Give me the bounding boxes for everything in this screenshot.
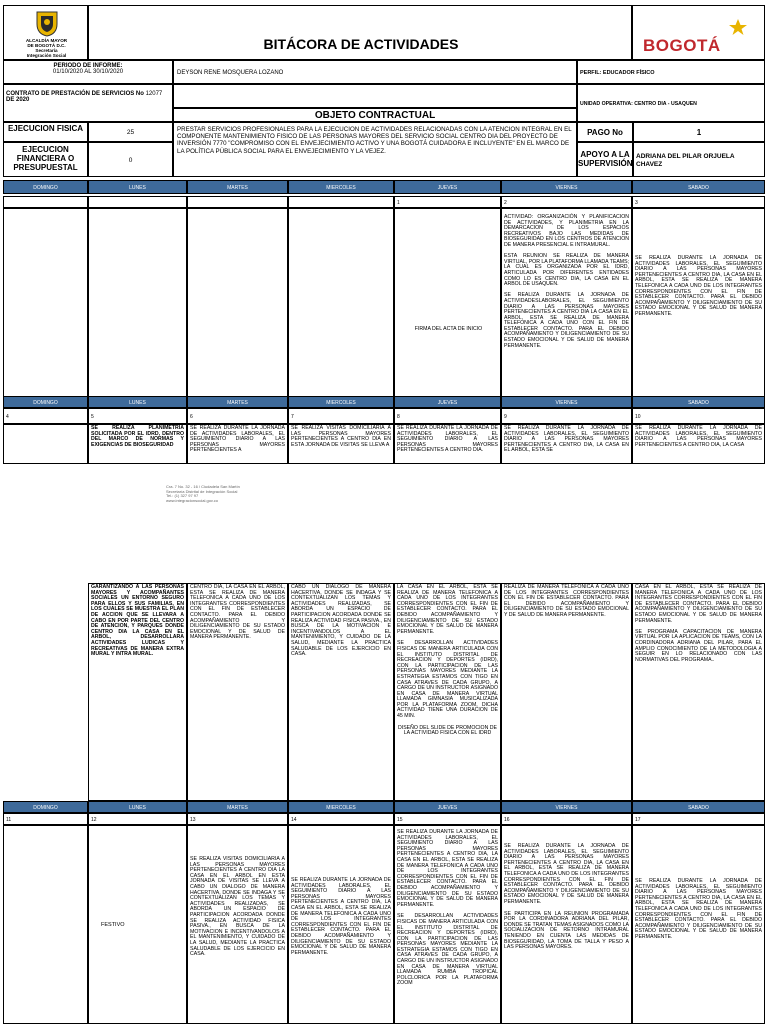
day-header-lunes: LUNES bbox=[88, 180, 187, 194]
week1-viernes bbox=[501, 208, 632, 404]
day-header-sabado: SABADO bbox=[632, 801, 765, 813]
day-header-jueves: JUEVES bbox=[394, 396, 501, 408]
contrato-label: CONTRATO DE PRESTACIÓN DE SERVICIOS No bbox=[6, 91, 144, 97]
day-number: 14 bbox=[288, 813, 394, 825]
perfil-cell bbox=[577, 60, 765, 84]
ejec-fin-label: EJECUCION FINANCIERA O PRESUPUESTAL bbox=[13, 145, 78, 172]
week3-domingo bbox=[3, 825, 88, 1024]
week2-domingo bbox=[3, 424, 88, 464]
ejec-fisica-value-cell bbox=[88, 122, 173, 142]
day-number: 16 bbox=[501, 813, 632, 825]
week2-jueves bbox=[394, 424, 501, 464]
right-logo-box bbox=[632, 5, 765, 60]
day-number bbox=[187, 196, 288, 208]
day-header-viernes: VIERNES bbox=[501, 180, 632, 194]
contrato-blank bbox=[173, 84, 577, 108]
week2-sabado bbox=[632, 424, 765, 464]
week1-martes bbox=[187, 208, 288, 404]
cont-lunes-text: GARANTIZANDO A LAS PERSONAS MAYORES Y ACOMPAÑANTES SOCIALES UN ENTORNO SEGURO PARA ELLOS Y SUS FAMILIAS, EN LOS CUALES SE MUESTRA EL PLAN DE ACCION QUE SE LLEVARA A CABO EN POR PARTE DEL CENTRO DE ATENCION, Y PARQUES DONDE CENTRO DIA LA CASA EN EL ARBOL, DESARROLLARA ACTIVIDADES LUDICAS Y RECREATIVAS DE MANERA EXTRA MURAL Y INTRA MURAL. bbox=[91, 584, 184, 658]
day-header-viernes: VIERNES bbox=[501, 396, 632, 408]
week2-martes-text: SE REALIZA DURANTE LA JORNADA DE ACTIVIDADES LABORALES, EL SEGUIMIENTO DIARIO A LAS PERSONAS MAYORES PERTENECIENTES A bbox=[190, 425, 285, 454]
day-number bbox=[3, 196, 88, 208]
day-header-domingo: DOMINGO bbox=[3, 801, 88, 813]
nombre-cell bbox=[173, 60, 577, 84]
cont-martes-text: CENTRO DIA, LA CASA EN EL ARBOL, ESTA SE REALIZA DE MANERA TELEFONICA A CADA UNO DE LOS INTEGRANTES CORRESPONDIENTES CON EL FIN DE ESTABLECER CONTACTO. PARA EL DEBIDO ACOMPAÑAMIENTO Y DILIGENCIAMIENTO DE SU ESTADO EMOCIONAL Y DE SALUD DE MANERA PERMANENTE. bbox=[190, 584, 285, 641]
day-header-sabado: SABADO bbox=[632, 180, 765, 194]
cont-viernes bbox=[501, 583, 632, 801]
contrato-year: DE 2020 bbox=[6, 97, 30, 103]
cont-sabado bbox=[632, 583, 765, 801]
ejec-fisica-label-cell bbox=[3, 122, 88, 142]
week1-viernes-text: ACTIVIDAD: ORGANIZACIÓN Y PLANIFICACION DE ACTIVIDADES, Y PLANIMETRIA EN LA DEMARCACION DE LOS ESPACIOS RECREATIVOS BAJO LAS MEDIDAS DE BIOSEGURIDAD EN LOS CENTROS DE ATENCION DE MANERA PRESENCIAL E INTRAMURAL. ESTA REUNION SE REALIZA DE MANERA VIRTUAL, POR LA PLATAFORMA LLAMADA TEAMS; LA CUAL ES ORGANIZADA POR EL IDRD, ARTICULADA POR DIFERENTES ENTIDADES COMO LO ES CENTRO DIA, LA CASA EN EL ARBOL DE USAQUEN. SE REALIZA DURANTE LA JORNADA DE ACTIVIDADESLABORALES, EL SEGUIMIENTO DIARIO A LAS PERSONAS MAYORES PERTENECIENTES A CENTRO DIA LA CASA EN EL ARBOL, ESTA SE REALIZA DE MANERA TELEFONICA A CADA UNO CON EL FIN DE ESTABLECER CONTACTO. PARA EL DEBIDO ACOMPAÑAMIENTO Y DILIGENCIAMIENTO DE SU ESTADO EMOCIONAL Y DE SALUD DE MANERA PERMANENTE. bbox=[504, 214, 630, 349]
week1-jueves-text: FIRMA DEL ACTA DE INICIO bbox=[414, 326, 483, 332]
logo-line: DE BOGOTÁ D.C. bbox=[27, 43, 66, 48]
logo-line: ALCALDÍA MAYOR bbox=[25, 38, 68, 43]
periodo-value: 01/10/2020 AL 30/10/2020 bbox=[52, 69, 124, 75]
cont-jueves bbox=[394, 583, 501, 801]
page-2 bbox=[0, 583, 768, 1024]
week2-miercoles bbox=[288, 424, 394, 464]
page-separator bbox=[0, 540, 768, 583]
day-header-lunes: LUNES bbox=[88, 801, 187, 813]
ejec-fin-value-cell bbox=[88, 142, 173, 177]
day-number: 2 bbox=[501, 196, 632, 208]
week1-jueves bbox=[394, 208, 501, 404]
week3-lunes-text: FESTIVO bbox=[101, 922, 125, 928]
day-number: 6 bbox=[187, 408, 288, 424]
day-number: 10 bbox=[632, 408, 765, 424]
cont-viernes-text: REALIZA DE MANERA TELEFONICA A CADA UNO DE LOS INTEGRANTES CORRESPONDIENTES CON EL FIN DE ESTABLECER CONTACTO. PARA EL DEBIDO ACOMPAÑAMIENTO Y DILIGENCIAMIENTO DE SU ESTADO EMOCIONAL Y DE SALUD DE MANERA PERMANENTE. bbox=[504, 584, 629, 618]
ejec-fin-label-cell bbox=[3, 142, 88, 177]
page-title: BITÁCORA DE ACTIVIDADES bbox=[263, 36, 459, 52]
cont-miercoles bbox=[288, 583, 394, 801]
logo-line: Secretaría bbox=[35, 48, 58, 53]
star-icon bbox=[728, 18, 748, 36]
periodo-label: PERIODO DE INFORME: bbox=[53, 63, 123, 69]
cont-jueves-text-a: LA CASA EN EL ARBOL, ESTA SE REALIZA DE MANERA TELEFONICA A CADA UNO DE LOS INTEGRANTES CORRESPONDIENTES CON EL FIN DE ESTABLECER CONTACTO. PARA EL DEBIDO ACOMPAÑAMIENTO Y DILIGENCIAMIENTO DE SU ESTADO EMOCIONAL Y DE SALUD DE MANERA PERMANENTE. bbox=[397, 584, 498, 635]
contrato-cell bbox=[3, 84, 173, 122]
apoyo-value-cell bbox=[633, 142, 765, 177]
day-number: 15 bbox=[394, 813, 501, 825]
week3-sabado bbox=[632, 825, 765, 1024]
day-number: 12 bbox=[88, 813, 187, 825]
week1-sabado-text: SE REALIZA DURANTE LA JORNADA DE ACTIVIDADES LABORALES, EL SEGUIMIENTO DIARIO A LAS PERSONAS MAYORES PERTENECIENTES A CENTRO DIA, LA CASA EN EL ARBOL, ESTA SE REALIZA DE MANERA TELEFONICA A CADA UNO DE LOS INTEGRANTES CORRESPONDIENTES CON EL FIN DE ESTABLECER CONTACTO. PARA EL DEBIDO ACOMPAÑAMIENTO Y DILIGENCIAMIENTO DE SU ESTADO EMOCIONAL Y DE SALUD DE MANERA PERMANENTE. bbox=[635, 255, 762, 317]
pago-value: 1 bbox=[696, 128, 702, 137]
cont-jueves-text-c: DISEÑO DEL SLIDE DE PROMOCION DE LA ACTIVIDAD FISICA CON EL IDRD bbox=[398, 724, 497, 737]
week3-miercoles-text: SE REALIZA DURANTE LA JORNADA DE ACTIVIDADES LABORALES, EL SEGUIMIENTO DIARIO A LAS PERSONAS MAYORES PERTENECIENTES A CENTRO DIA, LA CASA EN EL ARBOL, ESTA SE REALIZA DE MANERA TELEFONICA A CADA UNO DE LOS INTEGRANTES CORRESPONDIENTES CON EL FIN DE ESTABLECER CONTACTO. PARA EL DEBIDO ACOMPAÑAMIENTO Y DILIGENCIAMIENTO DE SU ESTADO EMOCIONAL Y DE SALUD DE MANERA PERMANENTE. bbox=[291, 877, 391, 956]
day-number bbox=[288, 196, 394, 208]
day-number: 13 bbox=[187, 813, 288, 825]
nombre-value: DEYSON RENE MOSQUERA LOZANO bbox=[177, 70, 284, 76]
pago-label: PAGO No bbox=[587, 128, 623, 137]
day-header-lunes: LUNES bbox=[88, 396, 187, 408]
day-header-viernes: VIERNES bbox=[501, 801, 632, 813]
day-number: 1 bbox=[394, 196, 501, 208]
week3-martes-text: SE REALIZA VISITAS DOMICILIARIA A LAS PERSONAS MAYORES PERTENECIENTES A CENTRO DIA LA CASA EN EL ARBOL EN ESTA JORNADA DE VISITAS SE LLEVA A CABO UN DIALOGO DE MANERA HACERTIVA, DONDE SE INDAGA Y SE CONTEXTUALIZAN LOS TEMAS Y ACTIVIDADES REALIZADAS, SE ABORDA UN ESPACIO DE PARTICIPACION ACORDADA DONDE SE REALIZA ACTIVIDAD FISICA PASIVA., EN BUSCA DE LA MOTIVACION E INCENTIVANDOLOS A EL MANTENIMIENTO, Y CUIDADO DE LA SALUD, MEDIANTE LA PRACTICA SALUDABLE DE LOS EJERCICIO EN CASA. bbox=[190, 856, 285, 958]
day-number: 4 bbox=[3, 408, 88, 424]
week2-viernes-text: SE REALIZA DURANTE LA JORNADA DE ACTIVIDADES LABORALES, EL SEGUIMIENTO DIARIO A LAS PERSONAS MAYORES PERTENECIENTES A CENTRO DIA, LA CASA EN EL ARBOL, ESTA SE bbox=[504, 425, 629, 454]
page-footer: Cra. 7 No. 32 - 16 / Ciudadela San Martín Secretaría Distrital de Integración Social Tel.: (1) 327 97 97 www.integracionsocial.gov.co bbox=[166, 484, 240, 503]
day-header-martes: MARTES bbox=[187, 396, 288, 408]
week3-lunes bbox=[88, 825, 187, 1024]
left-logo-text bbox=[4, 38, 89, 58]
left-logo-box bbox=[3, 5, 88, 60]
cont-martes bbox=[187, 583, 288, 801]
ejec-fisica-label: EJECUCION FISICA bbox=[7, 124, 84, 133]
logo-line: Integración Social bbox=[26, 53, 67, 58]
day-number: 8 bbox=[394, 408, 501, 424]
day-number bbox=[88, 196, 187, 208]
week3-jueves-text-a: SE REALIZA DURANTE LA JORNADA DE ACTIVIDADES LABORALES, EL SEGUIMIENTO DIARIO A LAS PERSONAS MAYORES PERTENECIENTES A CENTRO DIA, LA CASA EN EL ARBOL, ESTA SE REALIZA DE MANERA TELEFONICA A CADA UNO DE LOS INTEGRANTES CORRESPONDIENTES CON EL FIN DE ESTABLECER CONTACTO. PARA EL DEBIDO ACOMPAÑAMIENTO Y DILIGENCIAMIENTO DE SU ESTADO EMOCIONAL Y DE SALUD DE MANERA PERMANENTE. bbox=[397, 829, 498, 908]
week3-viernes bbox=[501, 825, 632, 1024]
objeto-text: PRESTAR SERVICIOS PROFESIONALES PARA LA EJECUCION DE ACTIVIDADES RELACIONADAS CON LA ATENCION INTEGRAL EN EL COMPONENTE MANTENIMIENTO FISICO DE LAS PERSONAS MAYORES DEL SERVICIO SOCIAL CENTRO DIA DEL PROYECTO DE INVERSIÓN 7770 "COMPROMISO CON EL ENVEJECIMIENTO ACTIVO Y UNA BOGOTÁ CUIDADORA E INCLUYENTE" EN EL MARCO DE LA POLÍTICA PÚBLICA SOCIAL PARA EL ENVEJECIMIENTO Y LA VEJEZ. bbox=[177, 126, 572, 155]
objeto-title: OBJETO CONTRACTUAL bbox=[314, 110, 436, 121]
apoyo-label-cell bbox=[577, 142, 633, 177]
week1-miercoles bbox=[288, 208, 394, 404]
week3-viernes-text-b: SE PARTICIPA EN LA REUNION PROGRAMADA POR LA CORDINADORA ADRIANA DEL PILAR, DONDE SE TRATAN TEMAS ASIGNADOS COMO LA SOCIALIZACION DE RETORNO INTRAMURAL TENIENDO EN CUENTA LAS MEDIDAS DE BIOSEGURIDAD, LA TOMA DE TALLA Y PESO A LAS PERSONAS MAYORES. bbox=[504, 910, 630, 951]
day-header-jueves: JUEVES bbox=[394, 180, 501, 194]
contrato-num: 12077 bbox=[145, 91, 163, 97]
coat-of-arms-icon bbox=[32, 8, 62, 38]
unidad-value: UNIDAD OPERATIVA: CENTRO DIA - USAQUEN bbox=[580, 101, 697, 107]
week2-viernes bbox=[501, 424, 632, 464]
title-box bbox=[88, 5, 632, 60]
week2-lunes-text: SE REALIZA PLANIMETRIA SOLICITADA POR EL IDRD, DENTRO DEL MARCO DE NORMAS Y EXIGENCIAS DE BIOSEGURIDAD bbox=[91, 425, 184, 448]
pago-value-cell bbox=[633, 122, 765, 142]
cont-jueves-text-b-content: SE DESARROLLAN ACTIVIDADES FISICAS DE MANERA ARTICULADA CON EL INSTITUTO DISTRITAL DE RECREACION Y DEPORTES (IDRD), CON LA PARTICIPACION DE LAS PERSONAS MAYORES MEDIANTE LA ESTRATEGIA ESTAMOS CON TIGO EN CASA ATRAVES DE CADA GRUPO, A CARGO DE UN INSTRUCTOR ASIGNADO EN CASA DE MANERA VIRTUAL LLAMADA GIMNASIA MUSICALIZADA POR LA PLATAFORMA ZOOM, DICHA ACTIVIDAD TIENE UNA DURACION DE 45 MIN. bbox=[397, 640, 498, 720]
day-number: 9 bbox=[501, 408, 632, 424]
unidad-cell bbox=[577, 84, 765, 122]
week1-lunes bbox=[88, 208, 187, 404]
objeto-text-cell bbox=[173, 122, 577, 177]
day-header-miercoles: MIERCOLES bbox=[288, 801, 394, 813]
week2-jueves-text: SE REALIZA DURANTE LA JORNADA DE ACTIVIDADES LABORALES, EL SEGUIMIENTO DIARIO A LAS PERSONAS MAYORES PERTENECIENTES A CENTRO DIA. bbox=[397, 425, 498, 454]
perfil-value: PERFIL: EDUCADOR FÍSICO bbox=[580, 70, 655, 76]
week2-miercoles-text: SE REALIZA VISITAS DOMICILIARIA A LAS PERSONAS MAYORES PERTENECIENTES A CENTRO DIA EN ESTA JORNADA DE VISITAS SE LLEVA A bbox=[291, 425, 391, 448]
day-header-miercoles: MIERCOLES bbox=[288, 396, 394, 408]
day-number: 3 bbox=[632, 196, 765, 208]
week3-sabado-text: SE REALIZA DURANTE LA JORNADA DE ACTIVIDADES LABORALES, EL SEGUIMIENTO DIARIO A LAS PERSONAS MAYORES PERTENECIENTES A CENTRO DIA, LA CASA EN EL ARBOL, ESTA SE REALIZA DE MANERA TELEFONICA A CADA UNO DE LOS INTEGRANTES CORRESPONDIENTES CON EL FIN DE ESTABLECER CONTACTO. PARA EL DEBIDO ACOMPAÑAMIENTO Y DILIGENCIAMIENTO DE SU ESTADO EMOCIONAL Y DE SALUD DE MANERA PERMANENTE. bbox=[635, 878, 762, 940]
cont-sabado-text: CASA EN EL ARBOL, ESTA SE REALIZA DE MANERA TELEFONICA A CADA UNO DE LOS INTEGRANTES CORRESPONDIENTES CON EL FIN DE ESTABLECER CONTACTO. PARA EL DEBIDO ACOMPAÑAMIENTO Y DILIGENCIAMIENTO DE SU ESTADO EMOCIONAL Y DE SALUD DE MANERA PERMANENTE. SE PROGRAMA CAPACITACION DE MANERA VIRTUAL POR LA APLICACION DE TEAMS, CON LA CORDINADORA ADRIANA DEL PILAR, PARA EL AMPLIO CONOCIMIENTO DE LA METODOLOGIA A SEGUIR EN LO RELACIONADO CON LAS NORMATIVAS DEL PROGRAMA.. bbox=[635, 584, 762, 663]
week1-domingo bbox=[3, 208, 88, 404]
periodo-cell bbox=[3, 60, 173, 84]
week3-viernes-text-a: SE REALIZA DURANTE LA JORNADA DE ACTIVIDADES LABORALES, EL SEGUIMIENTO DIARIO A LAS PERSONAS MAYORES PERTENECIENTES A CENTRO DIA, LA CASA EN EL ARBOL, ESTA SE REALIZA DE MANERA TELEFONICA A CADA UNO DE LOS INTEGRANTES CORRESPONDIENTES CON EL FIN DE ESTABLECER CONTACTO. PARA EL DEBIDO ACOMPAÑAMIENTO Y DILIGENCIAMIENTO DE SU ESTADO EMOCIONAL Y DE SALUD DE MANERA PERMANENTE. bbox=[504, 843, 629, 905]
day-header-jueves: JUEVES bbox=[394, 801, 501, 813]
ejec-fin-value: 0 bbox=[128, 157, 133, 164]
day-number: 11 bbox=[3, 813, 88, 825]
day-header-domingo: DOMINGO bbox=[3, 396, 88, 408]
week2-martes bbox=[187, 424, 288, 464]
week1-sabado bbox=[632, 208, 765, 404]
week2-sabado-text: SE REALIZA DURANTE LA JORNADA DE ACTIVIDADES LABORALES, EL SEGUIMIENTO DIARIO A LAS PERSONAS MAYORES PERTENECIENTES A CENTRO DIA, LA CASA bbox=[635, 425, 762, 448]
bogota-logo: BOGOTÁ bbox=[643, 36, 721, 55]
apoyo-label: APOYO A LA SUPERVISIÓN bbox=[578, 150, 633, 168]
day-header-miercoles: MIERCOLES bbox=[288, 180, 394, 194]
day-header-martes: MARTES bbox=[187, 180, 288, 194]
objeto-title-cell bbox=[173, 108, 577, 122]
week3-miercoles bbox=[288, 825, 394, 1024]
cont-miercoles-text: CABO UN DIALOGO DE MANERA HACERTIVA, DONDE SE INDAGA Y SE CONTEXTUALIZAN LOS TEMAS Y ACTIVIDADES REALIZADAS, SE ABORDA UN ESPACIO DE PARTICIPACION ACORDADA DONDE SE REALIZA ACTIVIDAD FISICA PASIVA., EN BUSCA DE LA MOTIVACION E INCENTIVANDOLOS A EL MANTENIMIENTO, Y CUIDADO DE LA SALUD, MEDIANTE LA PRACTICA SALUDABLE DE LOS EJERCICIO EN CASA. bbox=[291, 584, 391, 658]
apoyo-value: ADRIANA DEL PILAR ORJUELA CHAVEZ bbox=[636, 153, 735, 168]
ejec-fisica-value: 25 bbox=[126, 129, 135, 136]
day-header-martes: MARTES bbox=[187, 801, 288, 813]
day-number: 7 bbox=[288, 408, 394, 424]
cont-lunes bbox=[88, 583, 187, 801]
week2-lunes bbox=[88, 424, 187, 464]
day-header-sabado: SABADO bbox=[632, 396, 765, 408]
day-header-domingo: DOMINGO bbox=[3, 180, 88, 194]
week3-jueves-text-b: SE DESARROLLAN ACTIVIDADES FISICAS DE MANERA ARTICULADA CON EL INSTITUTO DISTRITAL DE RECREACION Y DEPORTES (IDRD), CON LA PARTICIPACION DE LAS PERSONAS MAYORES MEDIANTE LA ESTRATEGIA ESTAMOS CON TIGO EN CASA ATRAVES DE CADA GRUPO, A CARGO DE UN INSTRUCTOR ASIGNADO EN CASA DE MANERA VIRTUAL LLAMADA RUMBA TROPICAL POLCLORICA POR LA PLATAFORMA ZOOM bbox=[397, 913, 498, 987]
pago-label-cell bbox=[577, 122, 633, 142]
week3-martes bbox=[187, 825, 288, 1024]
day-number: 5 bbox=[88, 408, 187, 424]
cont-jueves-text-b bbox=[395, 640, 500, 720]
week3-jueves bbox=[394, 825, 501, 1024]
day-number: 17 bbox=[632, 813, 765, 825]
